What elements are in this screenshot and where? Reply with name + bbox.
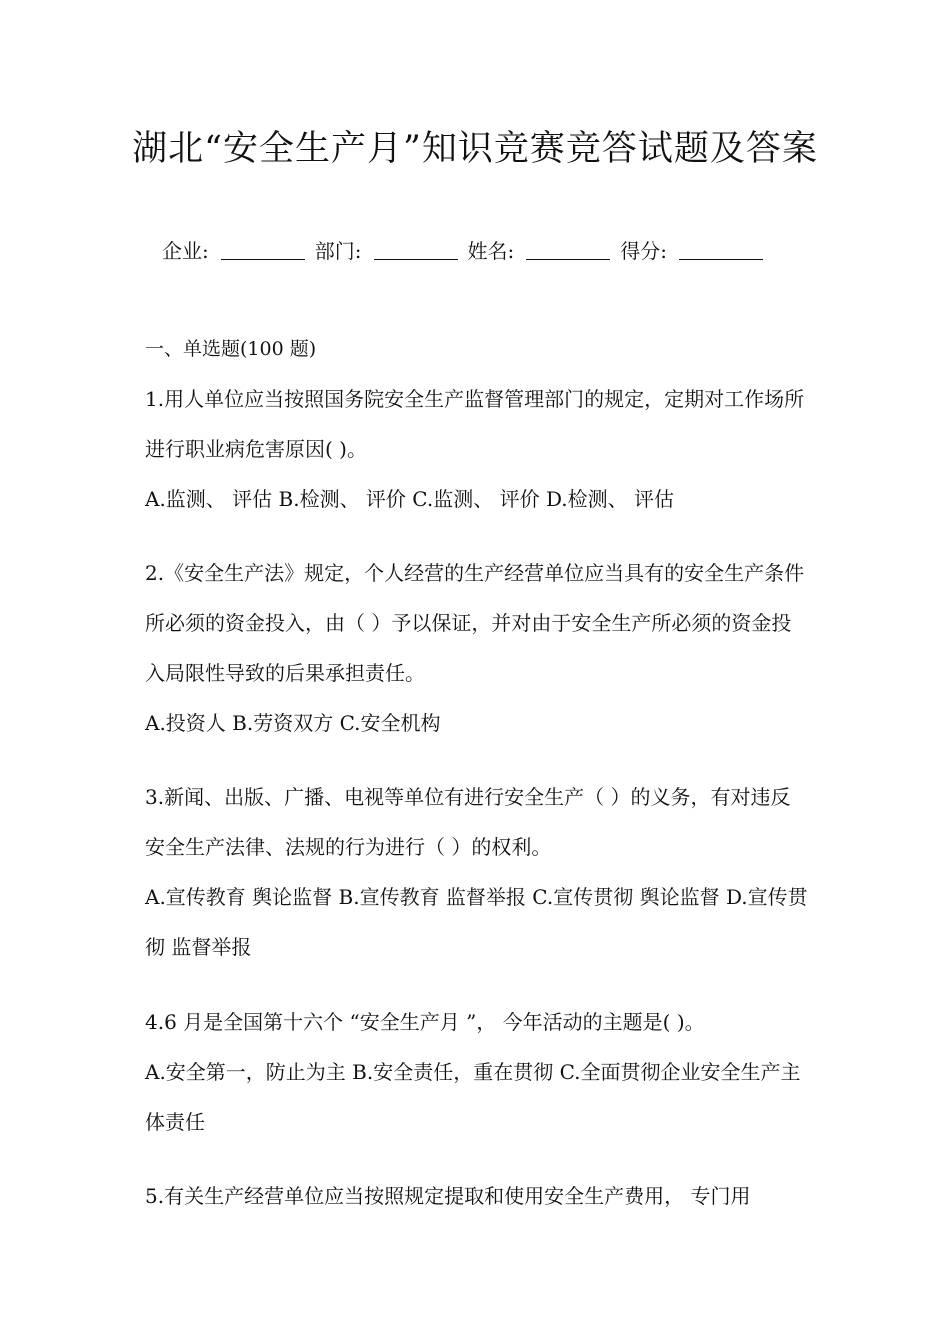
question-2 xyxy=(145,548,810,748)
company-blank xyxy=(221,237,305,260)
question-options: A.投资人 B.劳资双方 C.安全机构 xyxy=(145,711,441,735)
question-options: A.监测、 评估 B.检测、 评价 C.监测、 评价 D.检测、 评估 xyxy=(145,487,674,511)
name-blank xyxy=(526,237,610,260)
question-stem: 5.有关生产经营单位应当按照规定提取和使用安全生产费用， 专门用 xyxy=(145,1184,751,1208)
score-label: 得分: xyxy=(620,239,667,263)
question-stem: 1.用人单位应当按照国务院安全生产监督管理部门的规定，定期对工作场所进行职业病危害原因( )。 xyxy=(145,387,805,461)
department-label: 部门: xyxy=(314,239,362,263)
document-title: 湖北“安全生产月”知识竞赛竞答试题及答案 xyxy=(132,129,818,169)
question-1 xyxy=(145,374,810,524)
question-3 xyxy=(145,772,810,972)
department-blank xyxy=(374,237,458,260)
question-options: A.宣传教育 舆论监督 B.宣传教育 监督举报 C.宣传贯彻 舆论监督 D.宣传贯彻 监督举报 xyxy=(145,885,808,959)
company-label: 企业: xyxy=(162,239,209,263)
question-5 xyxy=(145,1171,810,1221)
score-blank xyxy=(679,237,763,260)
name-label: 姓名: xyxy=(467,239,515,263)
info-fields xyxy=(162,236,773,266)
question-stem: 3.新闻、出版、广播、电视等单位有进行安全生产（ ）的义务，有对违反安全生产法律、法规的行为进行（ ）的权利。 xyxy=(145,785,791,859)
question-options: A.安全第一，防止为主 B.安全责任，重在贯彻 C.全面贯彻企业安全生产主体责任 xyxy=(145,1060,801,1134)
section-heading: 一、单选题(100 题) xyxy=(145,338,317,360)
question-stem: 4.6 月是全国第十六个 “安全生产月 ”， 今年活动的主题是( )。 xyxy=(145,1010,705,1034)
question-stem: 2.《安全生产法》规定，个人经营的生产经营单位应当具有的安全生产条件所必须的资金投入，由（ ）予以保证，并对由于安全生产所必须的资金投入局限性导致的后果承担责任。 xyxy=(145,561,805,685)
question-4 xyxy=(145,997,810,1147)
